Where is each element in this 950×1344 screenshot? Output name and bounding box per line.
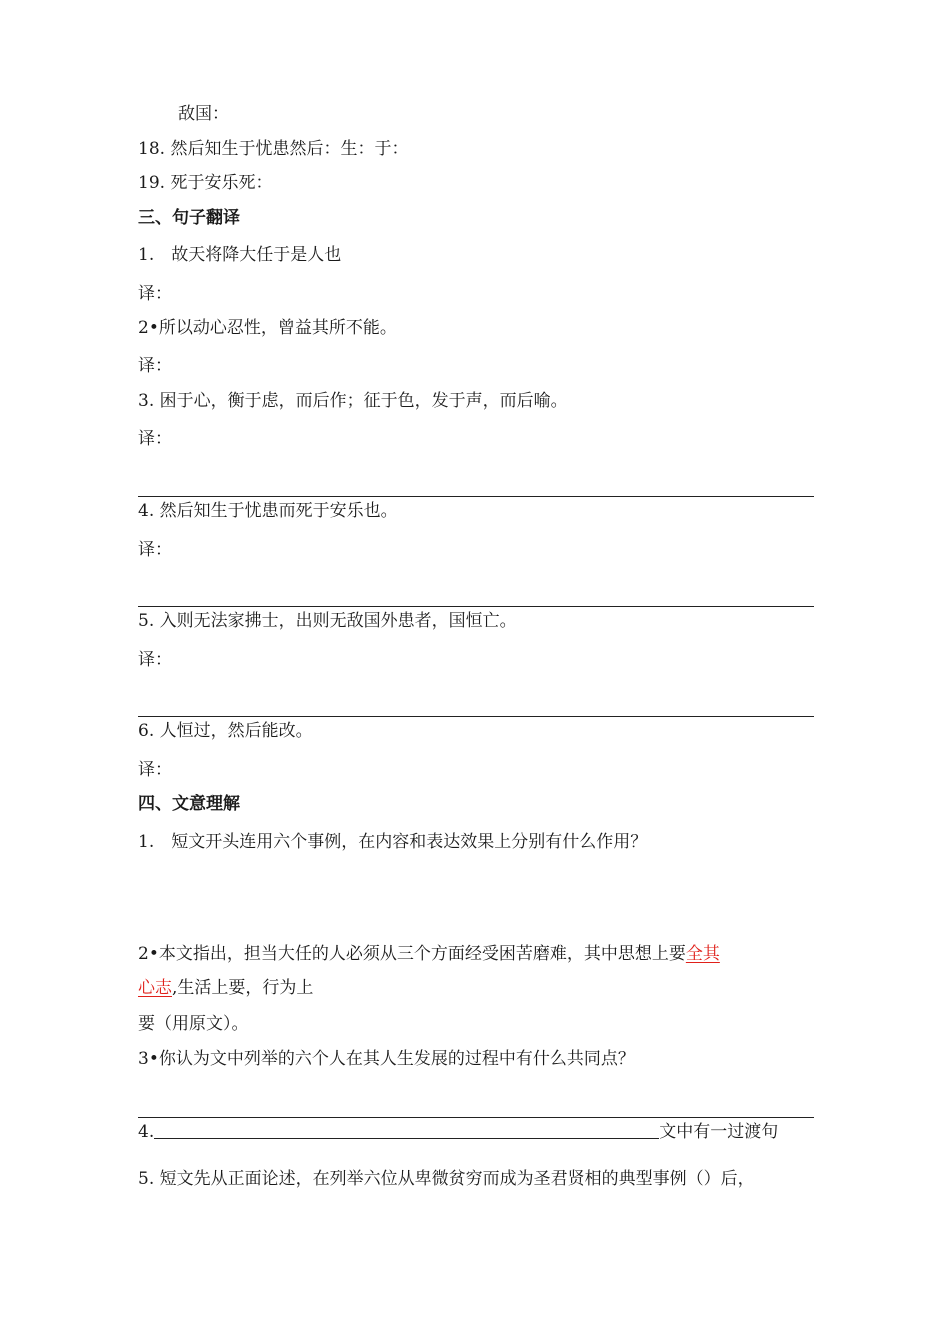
question-2-text-cont: ,生活上要，行为上 [172, 978, 314, 998]
section-heading-translation: 三、句子翻译 [138, 208, 240, 228]
sentence-5: 5. 入则无法家拂士，出则无敌国外患者，国恒亡。 [138, 611, 517, 631]
question-1: 1. 短文开头连用六个事例，在内容和表达效果上分别有什么作用？ [138, 832, 648, 852]
answer-line-q3 [138, 1117, 814, 1118]
translation-label-5: 译： [138, 650, 172, 670]
sentence-3: 3. 困于心，衡于虑，而后作；征于色，发于声，而后喻。 [138, 391, 568, 411]
question-2-line-3: 要（用原文）。 [138, 1014, 249, 1034]
translation-label-1: 译： [138, 284, 172, 304]
answer-line-5 [138, 716, 814, 717]
fill-blank-q4 [154, 1122, 659, 1139]
translation-label-3: 译： [138, 429, 172, 449]
question-5: 5. 短文先从正面论述，在列举六位从卑微贫穷而成为圣君贤相的典型事例（）后， [138, 1169, 755, 1189]
question-3: 3•你认为文中列举的六个人在其人生发展的过程中有什么共同点？ [138, 1049, 635, 1069]
translation-label-2: 译： [138, 356, 172, 376]
answer-line-3 [138, 496, 814, 497]
sentence-1: 1. 故天将降大任于是人也 [138, 245, 342, 265]
sentence-2: 2•所以动心忍性，曾益其所不能。 [138, 318, 397, 338]
question-2-text: 2•本文指出，担当大任的人必须从三个方面经受困苦磨难，其中思想上要 [138, 944, 686, 964]
answer-highlight-2: 心志 [138, 978, 172, 998]
answer-line-4 [138, 606, 814, 607]
question-4-number: 4. [138, 1122, 155, 1142]
question-4 [138, 1121, 778, 1143]
question-4-text: 文中有一过渡句 [659, 1122, 779, 1142]
item-18: 18. 然后知生于忧患然后：生：于： [138, 139, 409, 159]
section-heading-comprehension: 四、文意理解 [138, 794, 240, 814]
translation-label-6: 译： [138, 760, 172, 780]
line-enemy-state: 敌国： [178, 104, 229, 124]
sentence-4: 4. 然后知生于忧患而死于安乐也。 [138, 501, 398, 521]
question-2-line-1 [138, 943, 720, 965]
answer-highlight-1: 全其 [685, 944, 720, 964]
translation-label-4: 译： [138, 540, 172, 560]
sentence-6: 6. 人恒过，然后能改。 [138, 721, 313, 741]
item-19: 19. 死于安乐死： [138, 173, 273, 193]
question-2-line-2 [138, 977, 313, 999]
